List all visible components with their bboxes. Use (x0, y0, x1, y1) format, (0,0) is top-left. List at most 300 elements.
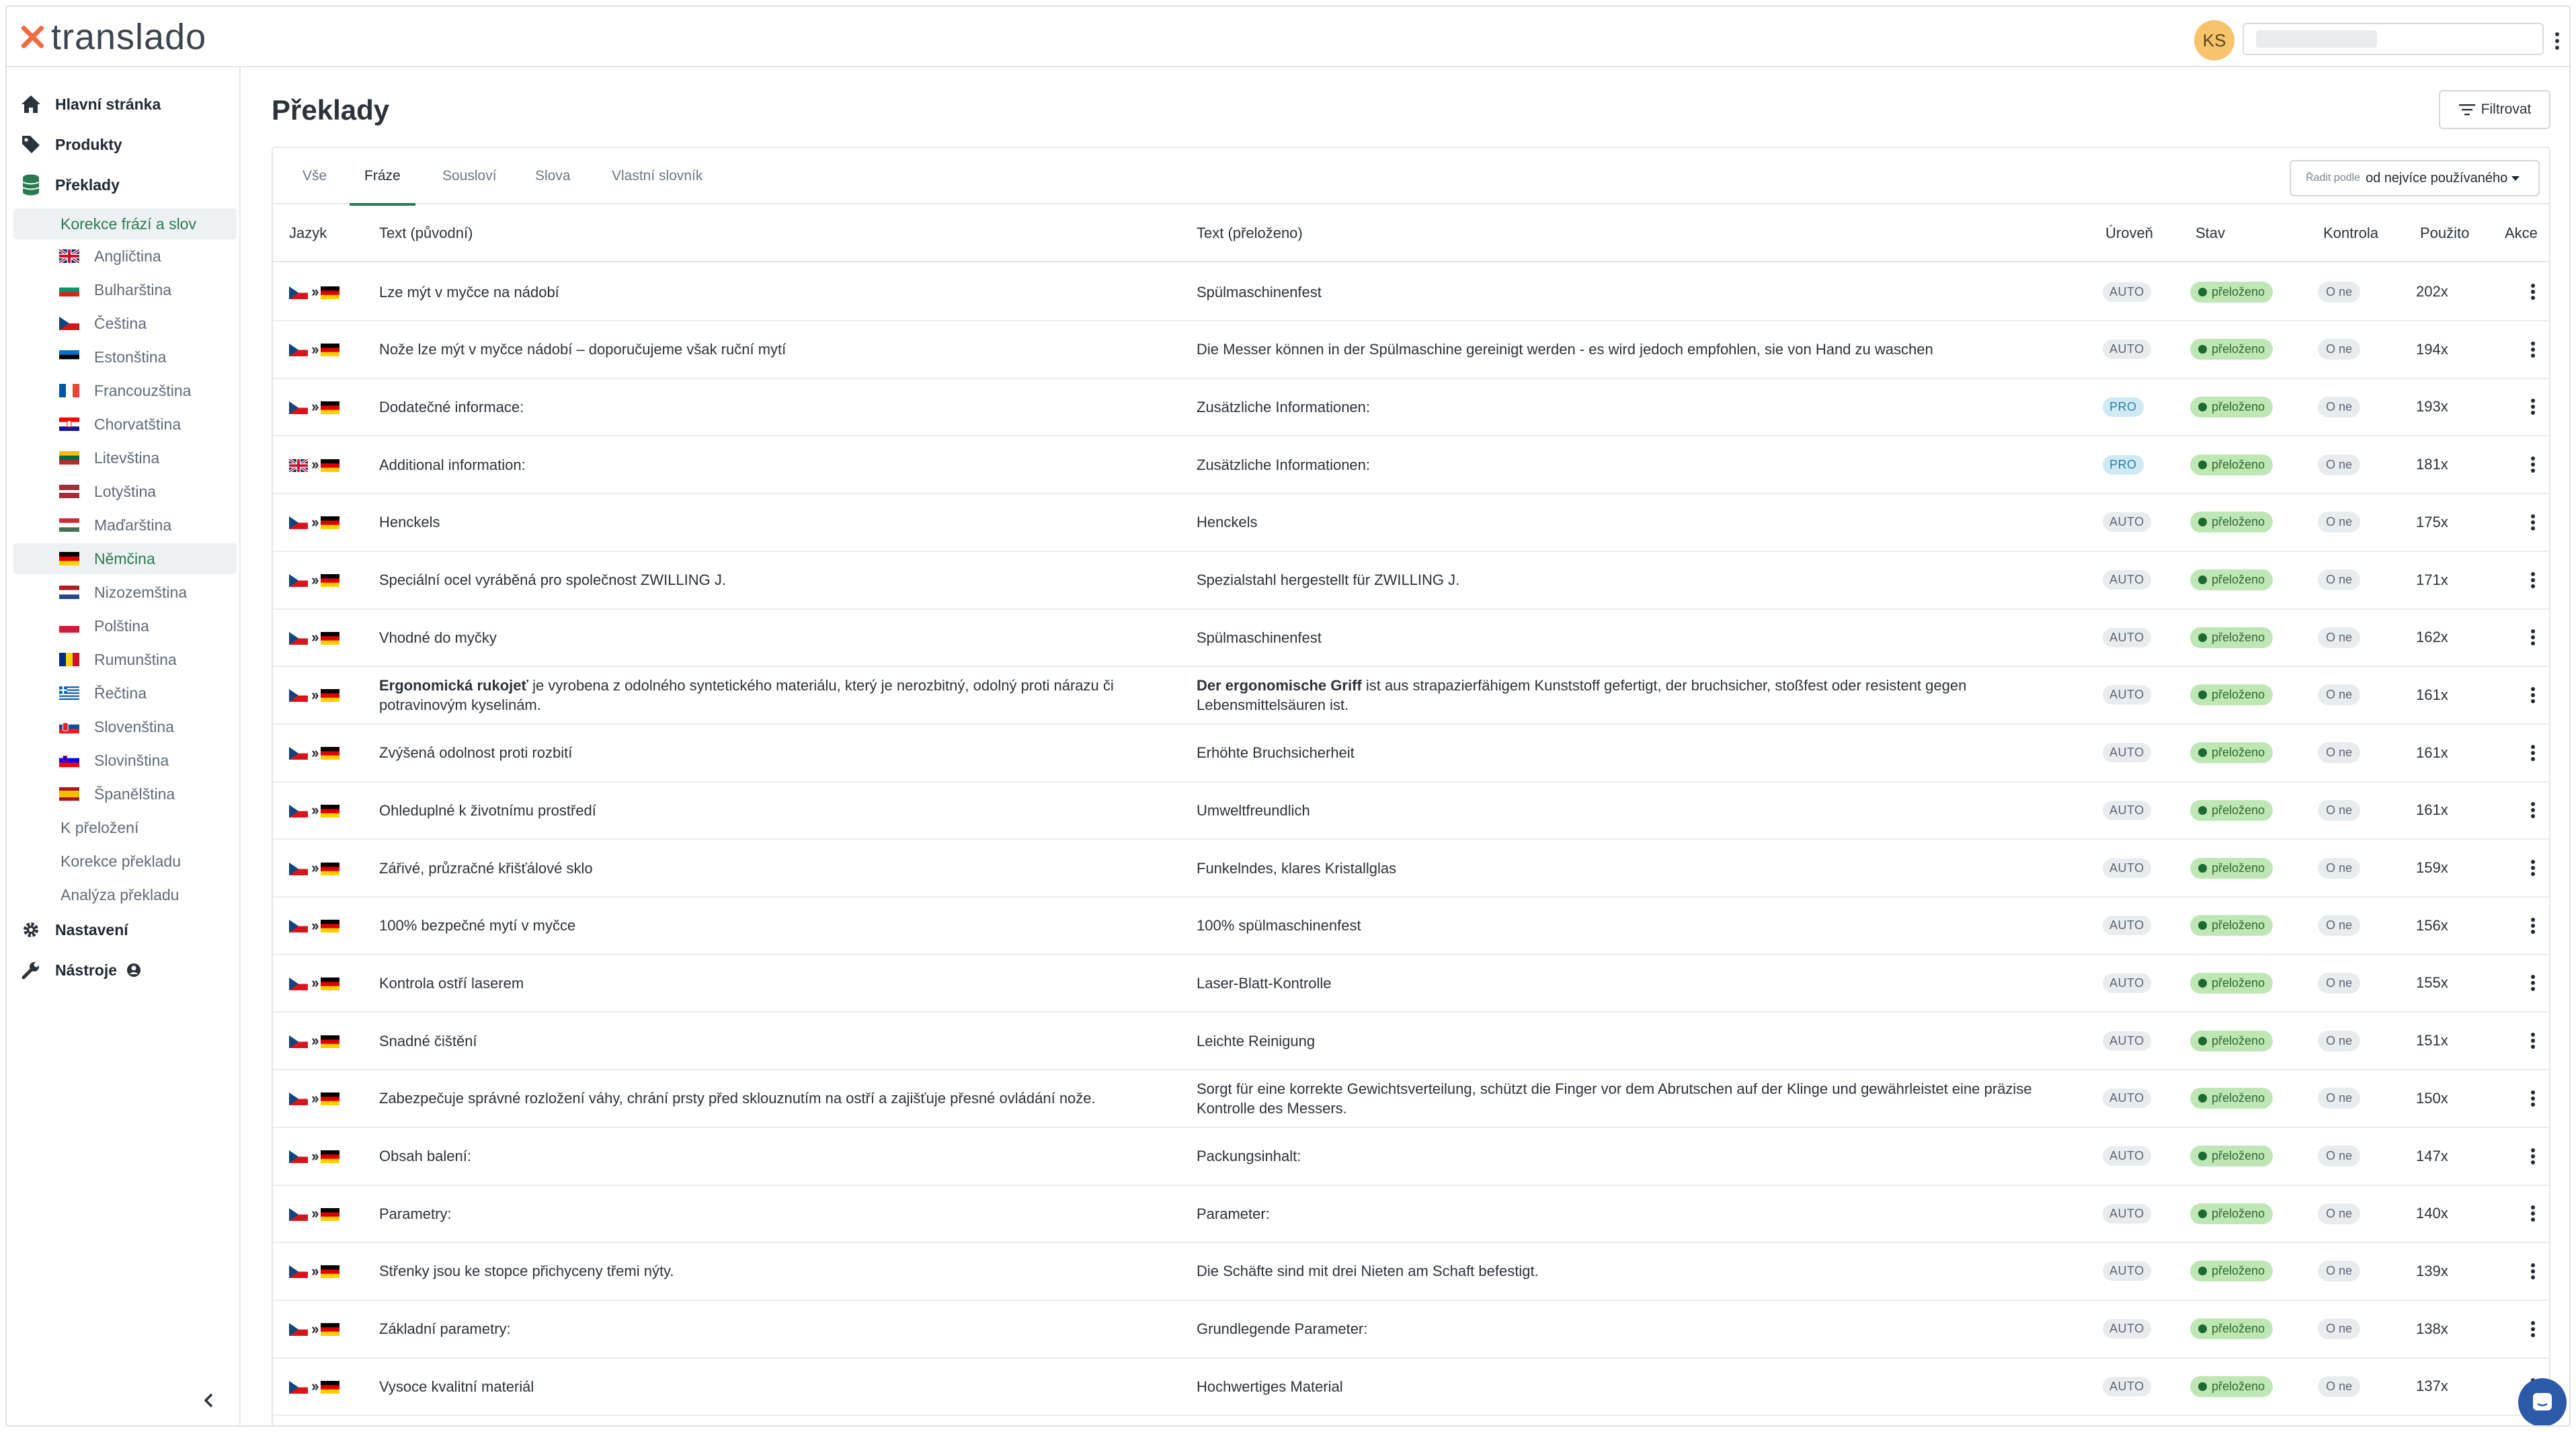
check-cell[interactable] (2318, 436, 2360, 493)
status-label: přeloženo (2212, 515, 2265, 529)
level-badge: PRO (2103, 397, 2144, 417)
usage-count: 175x (2416, 513, 2448, 530)
brand-name: translado (51, 17, 207, 57)
check-cell[interactable] (2318, 494, 2360, 551)
sidebar-item-wrench[interactable] (7, 952, 241, 988)
translated-text-cell[interactable] (1197, 436, 2064, 493)
sidebar-item-lang-hu[interactable] (13, 510, 237, 541)
status-label: přeloženo (2212, 342, 2265, 356)
kebab-menu-icon[interactable] (2530, 917, 2536, 934)
sidebar-item-lang-gb[interactable] (13, 241, 237, 272)
sidebar-item-extra-0[interactable] (13, 812, 237, 843)
double-chevron-icon: ›› (311, 571, 317, 588)
translated-text-cell[interactable] (1197, 1358, 2064, 1415)
avatar[interactable]: KS (2194, 20, 2235, 61)
row-actions[interactable] (2526, 264, 2540, 320)
check-cell[interactable] (2318, 1128, 2360, 1185)
user-account-field[interactable] (2243, 23, 2544, 55)
language-pair (289, 725, 370, 781)
status-cell (2190, 840, 2273, 896)
level-cell (2103, 264, 2151, 320)
kebab-menu-icon[interactable] (2530, 686, 2536, 704)
usage-count: 140x (2416, 1205, 2448, 1222)
chat-icon (2531, 1391, 2554, 1414)
check-badge[interactable]: O ne (2318, 915, 2360, 936)
row-actions[interactable] (2526, 725, 2540, 781)
check-cell[interactable] (2318, 1185, 2360, 1242)
level-cell (2103, 1185, 2151, 1242)
check-cell[interactable] (2318, 264, 2360, 320)
check-badge[interactable]: O ne (2318, 800, 2360, 821)
original-text-cell[interactable] (379, 840, 1179, 896)
row-actions[interactable] (2526, 321, 2540, 378)
kebab-menu-icon[interactable] (2530, 801, 2536, 819)
original-text-cell[interactable] (379, 725, 1179, 781)
translated-text-cell[interactable] (1197, 494, 2064, 551)
kebab-menu-icon[interactable] (2530, 974, 2536, 992)
check-cell[interactable] (2318, 1070, 2360, 1127)
original-text-cell[interactable] (379, 609, 1179, 666)
sidebar-item-gear[interactable] (7, 912, 241, 948)
original-text-cell[interactable] (379, 955, 1179, 1011)
original-text-cell[interactable] (379, 1128, 1179, 1185)
table-row[interactable] (273, 1301, 2549, 1359)
table-row[interactable] (273, 840, 2549, 898)
sidebar-item-1[interactable] (7, 126, 241, 163)
check-cell[interactable] (2318, 667, 2360, 723)
check-badge[interactable]: O ne (2318, 627, 2360, 648)
tab-2[interactable]: Sousloví (442, 168, 497, 184)
language-pair (289, 667, 370, 723)
kebab-menu-icon[interactable] (2530, 744, 2536, 762)
tab-4[interactable]: Vlastní slovník (612, 168, 703, 184)
database-icon (19, 173, 43, 197)
check-cell[interactable] (2318, 1012, 2360, 1069)
kebab-menu-icon[interactable] (2530, 629, 2536, 646)
translated-text: 100% spülmaschinenfest (1197, 917, 1361, 934)
table-row[interactable] (273, 1012, 2549, 1070)
translated-text-cell[interactable] (1197, 725, 2064, 781)
table-row[interactable] (273, 1070, 2549, 1128)
status-badge (2190, 1261, 2273, 1281)
target-flag-icon (321, 1092, 339, 1105)
level-badge: AUTO (2103, 973, 2151, 993)
translated-text-cell[interactable] (1197, 898, 2064, 954)
table-row[interactable] (273, 379, 2549, 436)
sidebar-item-lang-bg[interactable] (13, 274, 237, 305)
target-flag-icon (321, 804, 339, 817)
translated-text-cell[interactable] (1197, 321, 2064, 378)
status-label: přeloženo (2212, 1379, 2265, 1393)
double-chevron-icon: ›› (311, 629, 317, 646)
sidebar-item-lang-de[interactable] (13, 543, 237, 574)
row-actions[interactable] (2526, 1243, 2540, 1300)
sidebar-item-lang-lv[interactable] (13, 476, 237, 507)
target-flag-icon (321, 1265, 339, 1277)
sidebar-item-lang-ro[interactable] (13, 644, 237, 675)
gear-icon (19, 918, 43, 942)
row-actions[interactable] (2526, 840, 2540, 896)
target-flag-icon (321, 286, 339, 299)
translated-text-cell[interactable] (1197, 955, 2064, 1011)
usage-count: 138x (2416, 1320, 2448, 1337)
translated-text-cell[interactable] (1197, 1012, 2064, 1069)
level-cell (2103, 840, 2151, 896)
check-badge[interactable]: O ne (2318, 1261, 2360, 1281)
row-actions[interactable] (2526, 1012, 2540, 1069)
sidebar (7, 67, 241, 1425)
row-actions[interactable] (2526, 1070, 2540, 1127)
status-cell (2190, 1358, 2273, 1415)
check-badge[interactable]: O ne (2318, 973, 2360, 994)
status-dot-icon (2198, 1094, 2207, 1103)
status-dot-icon (2198, 864, 2207, 873)
check-cell[interactable] (2318, 725, 2360, 781)
sidebar-item-lang-fr[interactable] (13, 375, 237, 406)
double-chevron-icon: ›› (311, 744, 317, 761)
translated-text: Packungsinhalt: (1197, 1148, 1301, 1164)
double-chevron-icon: ›› (311, 801, 317, 819)
level-cell (2103, 1358, 2151, 1415)
filter-button[interactable] (2439, 90, 2550, 129)
check-cell[interactable] (2318, 321, 2360, 378)
double-chevron-icon: ›› (311, 1032, 317, 1049)
row-actions[interactable] (2526, 955, 2540, 1011)
status-label: přeloženo (2212, 284, 2265, 299)
sidebar-item-lang-hr[interactable] (13, 409, 237, 440)
check-badge[interactable]: O ne (2318, 397, 2360, 417)
table-row[interactable] (273, 1243, 2549, 1301)
sidebar-item-2[interactable] (7, 167, 241, 203)
usage-count: 161x (2416, 744, 2448, 761)
kebab-menu-icon[interactable] (2530, 283, 2536, 301)
check-cell[interactable] (2318, 1243, 2360, 1300)
column-header[interactable]: Akce (2505, 225, 2538, 241)
translated-text: Spezialstahl hergestellt für ZWILLING J. (1197, 571, 1460, 588)
check-cell[interactable] (2318, 955, 2360, 1011)
check-badge[interactable]: O ne (2318, 1318, 2360, 1339)
row-actions[interactable] (2526, 436, 2540, 493)
collapse-sidebar-icon[interactable] (199, 1390, 219, 1410)
column-header[interactable]: Použito (2420, 225, 2470, 241)
sidebar-item-lang-gr[interactable] (13, 678, 237, 709)
target-flag-icon (321, 746, 339, 759)
row-actions[interactable] (2526, 609, 2540, 666)
original-text: Parametry: (379, 1205, 452, 1222)
check-badge[interactable]: O ne (2318, 1088, 2360, 1109)
status-cell (2190, 379, 2273, 435)
column-header[interactable]: Stav (2196, 225, 2226, 241)
sidebar-item-extra-2[interactable] (13, 879, 237, 910)
original-text-cell[interactable] (379, 782, 1179, 838)
row-actions[interactable] (2526, 667, 2540, 723)
source-flag-icon (289, 977, 308, 990)
sidebar-item-lang-sk[interactable] (13, 711, 237, 742)
column-header[interactable]: Text (přeloženo) (1197, 225, 1303, 241)
translated-text-cell[interactable] (1197, 840, 2064, 896)
tab-3[interactable]: Slova (535, 168, 571, 184)
original-text: Henckels (379, 514, 440, 531)
logo-x-icon (17, 22, 47, 52)
kebab-menu-icon[interactable] (2530, 1148, 2536, 1165)
original-text-cell[interactable] (379, 1012, 1179, 1069)
source-flag-icon (289, 516, 308, 528)
kebab-menu-icon[interactable] (2530, 398, 2536, 415)
original-text-cell[interactable] (379, 1185, 1179, 1242)
translated-text-cell[interactable] (1197, 1185, 2064, 1242)
column-header[interactable]: Text (původní) (379, 225, 473, 241)
tag-icon (19, 132, 43, 157)
kebab-menu-icon[interactable] (2530, 1320, 2536, 1338)
status-badge (2190, 684, 2273, 705)
translated-text-cell[interactable] (1197, 264, 2064, 320)
translated-text-cell[interactable] (1197, 1128, 2064, 1185)
flag-icon (59, 317, 79, 330)
sidebar-item-lang-nl[interactable] (13, 577, 237, 608)
logo[interactable] (17, 16, 206, 58)
check-cell[interactable] (2318, 782, 2360, 838)
usage-count: 155x (2416, 974, 2448, 992)
translated-text-cell[interactable] (1197, 1243, 2064, 1300)
sidebar-item-lang-ee[interactable] (13, 342, 237, 372)
check-badge[interactable]: O ne (2318, 1146, 2360, 1166)
column-header[interactable]: Úroveň (2105, 225, 2153, 241)
flag-icon (59, 586, 79, 599)
table-row[interactable] (273, 782, 2549, 840)
status-label: přeloženo (2212, 803, 2265, 817)
translated-text-cell[interactable] (1197, 609, 2064, 666)
check-badge[interactable]: O ne (2318, 1203, 2360, 1224)
target-flag-icon (321, 401, 339, 413)
row-actions[interactable] (2526, 494, 2540, 551)
sidebar-item-lang-es[interactable] (13, 779, 237, 809)
check-badge[interactable]: O ne (2318, 858, 2360, 879)
table-row[interactable] (273, 1128, 2549, 1186)
status-label: přeloženo (2212, 688, 2265, 702)
target-flag-icon (321, 1380, 339, 1393)
table-row[interactable] (273, 321, 2549, 379)
translated-text-cell[interactable] (1197, 782, 2064, 838)
sidebar-item-phrase-correction[interactable] (13, 208, 237, 239)
row-actions[interactable] (2526, 552, 2540, 608)
status-cell (2190, 264, 2273, 320)
row-actions[interactable] (2526, 898, 2540, 954)
table-row[interactable] (273, 667, 2549, 725)
kebab-menu-icon[interactable] (2530, 571, 2536, 589)
sidebar-item-lang-pl[interactable] (13, 610, 237, 641)
translated-text: Zusätzliche Informationen: (1197, 398, 1371, 415)
check-badge[interactable]: O ne (2318, 684, 2360, 705)
check-cell[interactable] (2318, 840, 2360, 896)
column-header[interactable]: Kontrola (2323, 225, 2378, 241)
check-badge[interactable]: O ne (2318, 454, 2360, 475)
sort-value: od nejvíce používaného (2365, 170, 2508, 186)
check-badge[interactable]: O ne (2318, 569, 2360, 590)
status-dot-icon (2198, 461, 2207, 469)
chat-bubble-button[interactable] (2518, 1378, 2567, 1427)
original-text-cell[interactable] (379, 321, 1179, 378)
table-row[interactable] (273, 552, 2549, 610)
status-label: přeloženo (2212, 746, 2265, 760)
kebab-menu-icon[interactable] (2530, 859, 2536, 877)
sidebar-item-lang-lt[interactable] (13, 442, 237, 473)
table-row[interactable] (273, 1185, 2549, 1243)
sidebar-item-label: Nastavení (55, 920, 128, 939)
translated-text-cell[interactable] (1197, 667, 2064, 723)
source-flag-icon (289, 459, 308, 471)
check-cell[interactable] (2318, 1358, 2360, 1415)
check-badge[interactable]: O ne (2318, 1031, 2360, 1051)
sidebar-item-label: K přeložení (61, 818, 139, 836)
level-badge: AUTO (2103, 1204, 2151, 1224)
translated-text: Spülmaschinenfest (1197, 283, 1322, 301)
sidebar-item-label: Nizozemština (94, 583, 188, 601)
translated-text-cell[interactable] (1197, 1301, 2064, 1357)
level-cell (2103, 782, 2151, 838)
status-badge (2190, 1088, 2273, 1109)
kebab-menu-icon[interactable] (2530, 1205, 2536, 1222)
translated-text: Parameter: (1197, 1205, 1270, 1222)
level-badge: AUTO (2103, 1319, 2151, 1339)
sidebar-item-label: Řečtina (94, 684, 147, 702)
translated-text: Hochwertiges Material (1197, 1378, 1343, 1395)
check-badge[interactable]: O ne (2318, 512, 2360, 532)
double-chevron-icon: ›› (311, 974, 317, 992)
usage-count: 139x (2416, 1262, 2448, 1279)
row-actions[interactable] (2526, 782, 2540, 838)
check-badge[interactable]: O ne (2318, 282, 2360, 303)
target-flag-icon (321, 343, 339, 356)
double-chevron-icon: ›› (311, 1378, 317, 1395)
check-cell[interactable] (2318, 1301, 2360, 1357)
column-header[interactable]: Jazyk (289, 225, 327, 241)
kebab-menu-icon[interactable] (2550, 31, 2564, 51)
language-pair (289, 379, 370, 435)
table-row[interactable] (273, 264, 2549, 321)
check-badge[interactable]: O ne (2318, 1376, 2360, 1397)
sort-prefix: Řadit podle (2306, 172, 2360, 184)
language-pair (289, 898, 370, 954)
original-text: Additional information: (379, 456, 526, 473)
level-cell (2103, 725, 2151, 781)
sidebar-item-label: Korekce překladu (61, 852, 181, 870)
original-text-cell[interactable] (379, 552, 1179, 608)
tab-1[interactable]: Fráze (364, 148, 401, 204)
translated-text: Leichte Reinigung (1197, 1032, 1316, 1049)
check-cell[interactable] (2318, 609, 2360, 666)
translated-text-rest: ist aus strapazierfähigem Kunststoff gefertigt, der bruchsicher, stoßfest oder resistent gegen Lebensmittelsäuren ist. (1197, 676, 1967, 713)
kebab-menu-icon[interactable] (2530, 1263, 2536, 1280)
translated-text: Die Messer können in der Spülmaschine gereinigt werden - es wird jedoch empfohlen, sie von Hand zu waschen (1197, 341, 1933, 358)
original-text-cell[interactable] (379, 1301, 1179, 1357)
original-text-cell[interactable] (379, 494, 1179, 551)
row-actions[interactable] (2526, 1185, 2540, 1242)
flag-icon (59, 350, 79, 364)
check-cell[interactable] (2318, 552, 2360, 608)
source-flag-icon (289, 919, 308, 932)
kebab-menu-icon[interactable] (2530, 1090, 2536, 1107)
source-flag-icon (289, 1207, 308, 1220)
translated-text-cell[interactable] (1197, 552, 2064, 608)
row-actions[interactable] (2526, 379, 2540, 435)
original-text-cell[interactable] (379, 898, 1179, 954)
source-flag-icon (289, 631, 308, 644)
table-row[interactable] (273, 436, 2549, 494)
row-actions[interactable] (2526, 1301, 2540, 1357)
language-pair (289, 552, 370, 608)
table-row[interactable] (273, 955, 2549, 1012)
original-text-cell[interactable] (379, 667, 1179, 723)
sidebar-item-extra-1[interactable] (13, 846, 237, 877)
flag-icon (59, 653, 79, 666)
original-text-cell[interactable] (379, 379, 1179, 435)
table-row[interactable] (273, 725, 2549, 783)
sidebar-item-lang-cz[interactable] (13, 308, 237, 339)
check-cell[interactable] (2318, 898, 2360, 954)
double-chevron-icon: ›› (311, 1089, 317, 1107)
sort-dropdown[interactable] (2290, 160, 2540, 196)
sidebar-item-label: Slovenština (94, 717, 174, 735)
flag-icon (59, 754, 79, 767)
status-label: přeloženo (2212, 1206, 2265, 1220)
translated-text-cell[interactable] (1197, 379, 2064, 435)
kebab-menu-icon[interactable] (2530, 514, 2536, 531)
original-text-cell[interactable] (379, 1358, 1179, 1415)
original-text-rest: je vyrobena z odolného syntetického materiálu, který je nerozbitný, odolný proti nárazu či potravinovým kyselinám. (379, 676, 1114, 713)
check-badge[interactable]: O ne (2318, 339, 2360, 360)
flag-icon (59, 686, 79, 700)
translated-text-cell[interactable] (1197, 1070, 2064, 1127)
status-badge (2190, 1146, 2273, 1166)
kebab-menu-icon[interactable] (2530, 456, 2536, 473)
level-badge: AUTO (2103, 512, 2151, 532)
row-actions[interactable] (2526, 1128, 2540, 1185)
flag-icon (59, 518, 79, 532)
table-row[interactable] (273, 609, 2549, 667)
sidebar-item-0[interactable] (7, 86, 241, 122)
level-cell (2103, 1128, 2151, 1185)
sidebar-item-label: Čeština (94, 314, 147, 332)
check-badge[interactable]: O ne (2318, 742, 2360, 763)
status-cell (2190, 552, 2273, 608)
translated-text: Umweltfreundlich (1197, 801, 1310, 819)
source-flag-icon (289, 286, 308, 299)
table-row[interactable] (273, 494, 2549, 552)
original-text-cell[interactable] (379, 436, 1179, 493)
status-dot-icon (2198, 1267, 2207, 1275)
table-row[interactable] (273, 1358, 2549, 1416)
status-cell (2190, 898, 2273, 954)
sidebar-item-label: Bulharština (94, 280, 172, 299)
table-row[interactable] (273, 898, 2549, 955)
double-chevron-icon: ›› (311, 283, 317, 300)
status-badge (2190, 397, 2273, 417)
language-pair (289, 1301, 370, 1357)
status-label: přeloženo (2212, 1033, 2265, 1047)
sidebar-item-lang-si[interactable] (13, 745, 237, 776)
original-text-cell[interactable] (379, 1243, 1179, 1300)
level-badge: AUTO (2103, 570, 2151, 590)
original-text-cell[interactable] (379, 1070, 1179, 1127)
status-badge (2190, 742, 2273, 763)
kebab-menu-icon[interactable] (2530, 1032, 2536, 1049)
level-cell (2103, 1070, 2151, 1127)
level-cell (2103, 321, 2151, 378)
check-cell[interactable] (2318, 379, 2360, 435)
kebab-menu-icon[interactable] (2530, 341, 2536, 358)
original-text-cell[interactable] (379, 264, 1179, 320)
tab-0[interactable]: Vše (303, 168, 327, 184)
